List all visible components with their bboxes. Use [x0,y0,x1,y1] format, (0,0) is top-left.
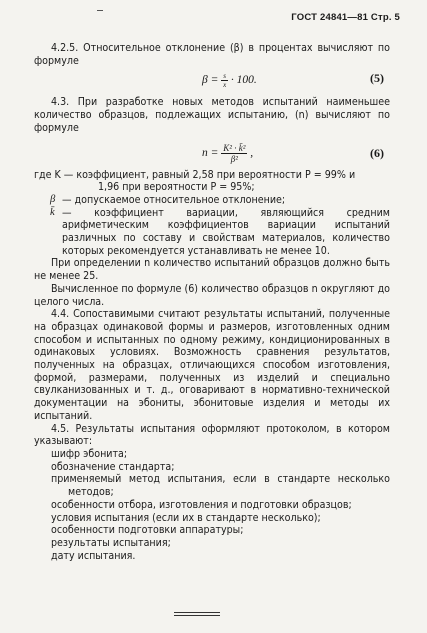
paragraph-4-4: 4.4. Сопоставимыми считают результаты испытаний, полученные на образцах одинаковой формы и размеров, изготовленных одним способом и испытанных по одному режиму, кондиционированных в одинаковых условиях. Возможность сравнения результатов, полученных на образцах, отличающихся способом изготовления, формой, размерами, полученных из изделий и специально свулканизованных и т. д., оговаривают в нормативно-технической документации на эбониты, эбонитовые изделия и методы их испытаний. [34,308,390,422]
formula-5-denominator: x [223,81,227,90]
formula-5-lhs: β = [202,74,219,87]
formula-6-number: (6) [370,145,384,160]
list-item: условия испытания (если их в стандарте несколько); [51,511,321,524]
formula-6-fraction [221,143,247,164]
paragraph-min-count: При определении n количество испытаний образцов должно быть не менее 25. [34,257,390,283]
formula-5-fraction [221,72,228,89]
formula-5-rhs: · 100. [230,74,257,87]
formula-6-lhs: n = [202,146,219,159]
definition-k-line2: 1,96 при вероятности P = 95%; [98,181,255,194]
end-rule [174,615,220,616]
definition-beta-text: — допускаемое относительное отклонение; [62,193,286,206]
paragraph-4-2-5: 4.2.5. Относительное отклонение (β) в процентах вычисляют по формуле [34,42,390,67]
list-item: шифр эбонита; [51,447,128,460]
list-item: особенности отбора, изготовления и подготовки образцов; [51,498,352,511]
formula-6-rhs: , [250,146,254,159]
paragraph-rounding: Вычисленное по формуле (6) количество образцов n округляют до целого числа. [34,282,390,308]
list-item: обозначение стандарта; [51,460,175,473]
definition-beta [34,194,390,207]
page-header: ГОСТ 24841—81 Стр. 5 [291,12,400,23]
formula-6-denominator: β² [230,153,238,164]
list-item: результаты испытания; [51,536,171,549]
formula-5-number: (5) [370,71,384,86]
scan-mark [97,10,103,11]
paragraph-4-5: 4.5. Результаты испытания оформляют протоколом, в котором указывают: [34,422,390,448]
definition-kbar [34,207,390,258]
kbar-symbol: k̄ [50,206,55,218]
end-rule [174,612,220,613]
definition-k-line1: где K — коэффициент, равный 2,58 при вероятности P = 99% и [34,168,356,181]
protocol-list [34,448,390,562]
list-item: дату испытания. [51,549,136,562]
beta-symbol: β [50,193,56,205]
formula-5 [34,67,390,90]
formula-6 [34,135,390,169]
paragraph-4-3: 4.3. При разработке новых методов испытаний наименьшее количество образцов, подлежащих испытанию, (n) вычисляют по формуле [34,96,390,134]
list-item: особенности подготовки аппаратуры; [51,524,244,537]
formula-5-numerator: s [223,72,226,81]
body-text [34,42,390,562]
definition-kbar-text: — коэффициент вариации, являющийся средним арифметическим коэффициентов вариации испытаний различных по составу и свойствам материалов, количество которых рекомендуется устанавливать не менее 10. [62,206,390,257]
list-item: применяемый метод испытания, если в стандарте несколько методов; [51,473,390,499]
formula-6-numerator: K² · k̄² [223,142,246,153]
